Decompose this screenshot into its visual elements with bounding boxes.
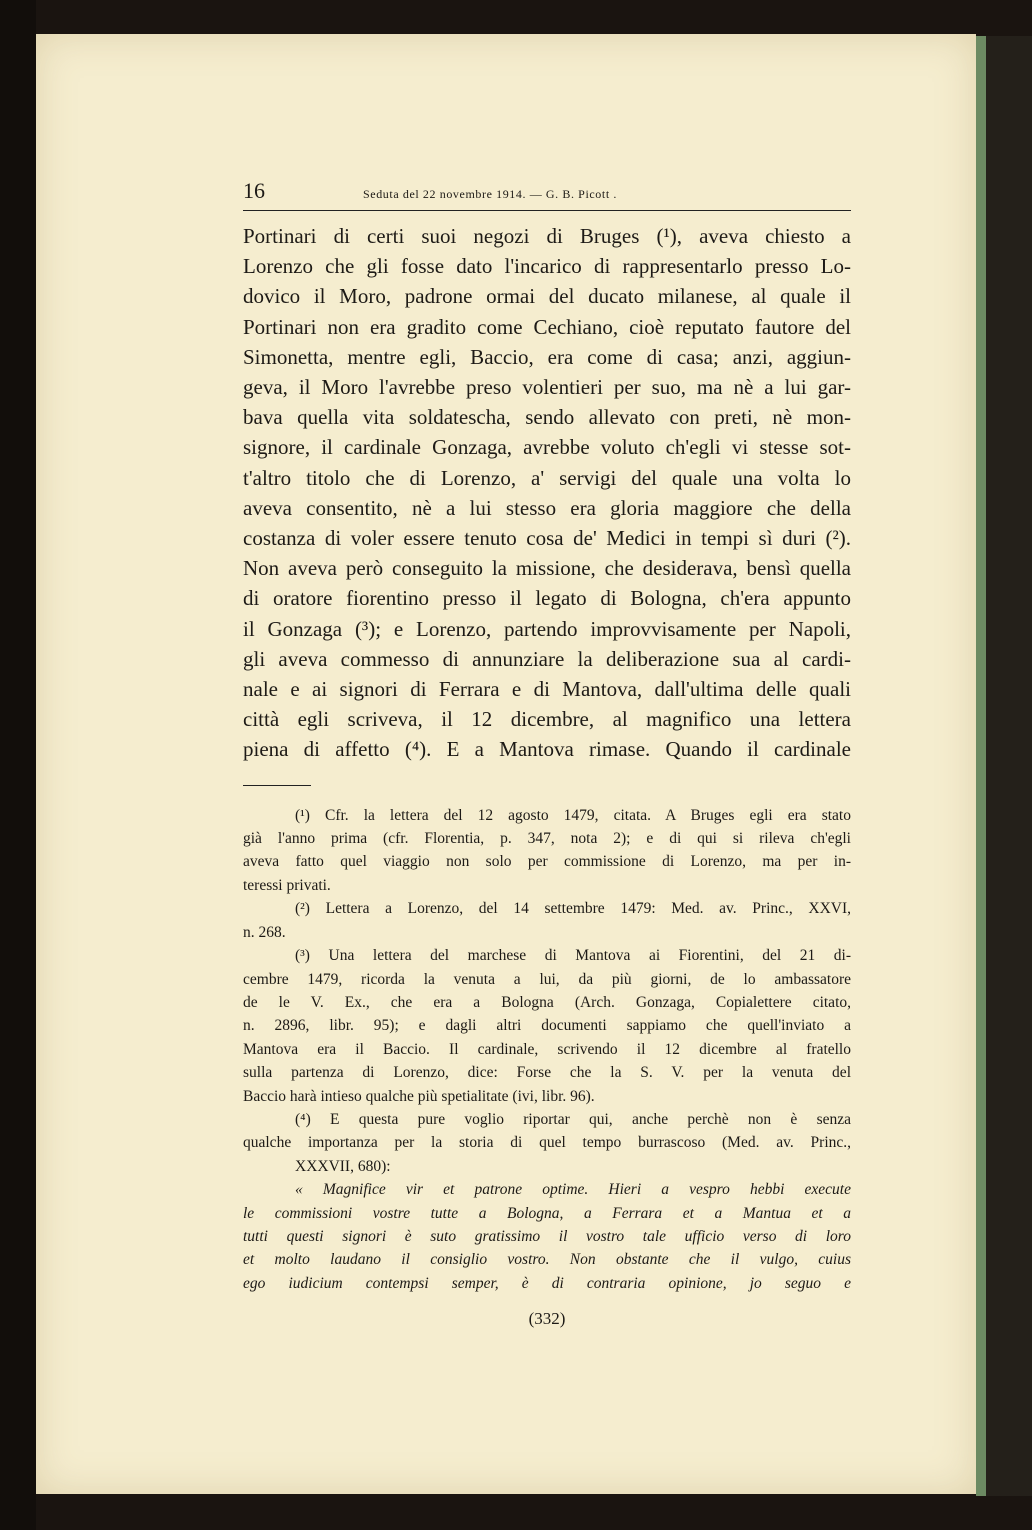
footnote-line: (³) Una lettera del marchese di Mantova ai Fiorentini, del 21 di- <box>295 947 851 965</box>
body-line: piena di affetto (⁴). E a Mantova rimase. Quando il cardinale <box>243 737 851 762</box>
body-line: Portinari di certi suoi negozi di Bruges (¹), aveva chiesto a <box>243 224 851 248</box>
left-background <box>0 0 36 1530</box>
quoted-letter-line: « Magnifice vir et patrone optime. Hieri a vespro hebbi execute <box>295 1181 851 1199</box>
body-line: il Gonzaga (³); e Lorenzo, partendo improvvisamente per Napoli, <box>243 616 851 641</box>
header-rule <box>243 210 851 211</box>
body-line: costanza di voler essere tenuto cosa de' Medici in tempi sì duri (²). <box>243 526 851 551</box>
folio-number: (332) <box>528 1309 566 1329</box>
quoted-letter-line: le commissioni vostre tutte a Bologna, a Ferrara et a Mantua et a <box>243 1204 851 1222</box>
body-line: t'altro titolo che di Lorenzo, a' servigi del quale una volta lo <box>243 465 851 490</box>
body-line: Portinari non era gradito come Cechiano, cioè reputato fautore del <box>243 314 851 339</box>
footnote-4 <box>243 1108 851 1295</box>
quoted-letter-line: tutti questi signori è suto gratissimo il vostro tale ufficio verso di loro <box>243 1227 851 1245</box>
body-line: aveva consentito, nè a lui stesso era gloria maggiore che della <box>243 495 851 520</box>
footnote-line: n. 2896, libr. 95); e dagli altri documenti sappiamo che quell'inviato a <box>243 1017 851 1035</box>
page-content <box>243 178 851 1329</box>
footnote-line: n. 268. <box>243 923 286 941</box>
page-header <box>243 178 851 206</box>
footnote-2 <box>243 897 851 944</box>
body-text <box>243 221 851 765</box>
footnote-line: Mantova era il Baccio. Il cardinale, scrivendo il 12 dicembre al fratello <box>243 1040 851 1058</box>
footnote-line: (⁴) E questa pure voglio riportar qui, anche perchè non è senza <box>295 1110 851 1128</box>
body-line: Simonetta, mentre egli, Baccio, era come di casa; anzi, aggiun- <box>243 344 851 369</box>
footnote-line: teressi privati. <box>243 876 331 894</box>
footnote-line: (²) Lettera a Lorenzo, del 14 settembre 1479: Med. av. Princ., XXVI, <box>295 900 851 918</box>
body-line: dovico il Moro, padrone ormai del ducato milanese, al quale il <box>243 284 851 309</box>
footnote-line: XXXVII, 680): <box>295 1157 391 1175</box>
book-spine <box>976 36 986 1496</box>
body-line: di oratore fiorentino presso il legato di Bologna, ch'era appunto <box>243 586 851 611</box>
footnote-line: (¹) Cfr. la lettera del 12 agosto 1479, citata. A Bruges egli era stato <box>295 806 851 824</box>
body-line: Non aveva però conseguito la missione, che desiderava, bensì quella <box>243 556 851 581</box>
footnote-line: qualche importanza per la storia di quel tempo burrascoso (Med. av. Princ., <box>243 1134 851 1152</box>
right-background <box>986 36 1032 1496</box>
footnote-line: aveva fatto quel viaggio non solo per commissione di Lorenzo, ma per in- <box>243 853 851 871</box>
quoted-letter-line: ego iudicium contempsi semper, è di contraria opinione, jo seguo e <box>243 1274 851 1292</box>
body-line: geva, il Moro l'avrebbe preso volentieri per suo, ma nè a lui gar- <box>243 375 851 400</box>
footnote-line: Baccio harà intieso qualche più spetialitate (ivi, libr. 96). <box>243 1087 595 1105</box>
body-line: bava quella vita soldatescha, sendo allevato con preti, nè mon- <box>243 405 851 430</box>
body-line: Lorenzo che gli fosse dato l'incarico di rappresentarlo presso Lo- <box>243 254 851 279</box>
body-line: nale e ai signori di Ferrara e di Mantova, dall'ultima delle quali <box>243 677 851 702</box>
quoted-letter-line: et molto laudano il consiglio vostro. Non obstante che il vulgo, cuius <box>243 1251 851 1269</box>
footnote-1 <box>243 804 851 898</box>
body-line: signore, il cardinale Gonzaga, avrebbe voluto ch'egli vi stesse sot- <box>243 435 851 460</box>
page-number: 16 <box>243 178 265 203</box>
footnote-line: de le V. Ex., che era a Bologna (Arch. Gonzaga, Copialettere citato, <box>243 993 851 1011</box>
running-head: Seduta del 22 novembre 1914. — G. B. Picott . <box>363 187 617 201</box>
body-line: città egli scriveva, il 12 dicembre, al magnifico una lettera <box>243 707 851 732</box>
footnotes <box>243 804 851 1296</box>
footnote-3 <box>243 944 851 1108</box>
footnote-line: cembre 1479, ricorda la venuta a lui, da più giorni, de lo ambassatore <box>243 970 851 988</box>
footnote-line: già l'anno prima (cfr. Florentia, p. 347, nota 2); e di qui si rileva ch'egli <box>243 830 851 848</box>
footnote-line: sulla partenza di Lorenzo, dice: Forse che la S. V. per la venuta del <box>243 1064 851 1082</box>
body-line: gli aveva commesso di annunziare la deliberazione sua al cardi- <box>243 646 851 671</box>
footnote-rule <box>243 785 311 786</box>
